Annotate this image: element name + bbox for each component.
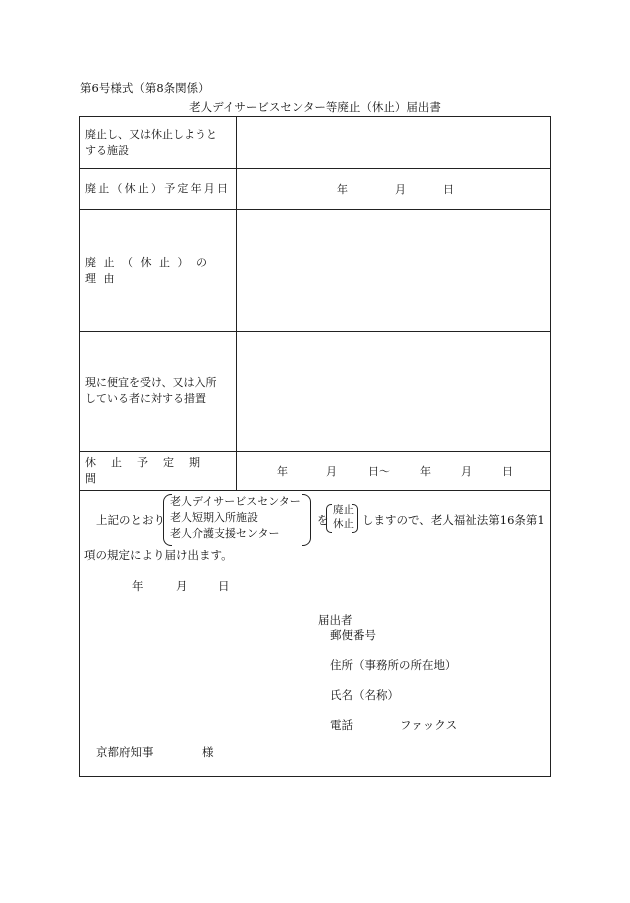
notice-line2: 項の規定により届け出ます。 xyxy=(84,548,233,562)
notice-suffix: しますので、老人福祉法第16条第1 xyxy=(362,513,545,527)
notice-particle: を xyxy=(317,513,329,527)
reason-field[interactable] xyxy=(237,210,550,331)
suspension-period-field[interactable] xyxy=(237,452,550,490)
form-title: 老人デイサービスセンター等廃止（休止）届出書 xyxy=(189,100,441,114)
option-suspend[interactable]: 休止 xyxy=(333,517,354,530)
small-right-brace xyxy=(352,504,358,533)
period-end-year-unit: 年 xyxy=(420,465,431,478)
planned-day-unit: 日 xyxy=(443,183,454,196)
period-end-day-unit: 日 xyxy=(502,465,513,478)
fax-label: ファックス xyxy=(400,718,458,732)
facility-type-options xyxy=(170,494,320,542)
planned-date-label: 廃止（休止）予定年月日 xyxy=(85,182,231,195)
addressee-honorific: 様 xyxy=(202,745,214,759)
facility-label-line1: 廃止し、又は休止しようと xyxy=(85,128,217,141)
suspension-period-label: 休止予定期間 xyxy=(85,456,215,485)
right-brace xyxy=(302,494,311,546)
period-start-year-unit: 年 xyxy=(277,465,288,478)
form-table xyxy=(79,116,551,777)
facility-label-line2: する施設 xyxy=(85,144,129,157)
planned-year-unit: 年 xyxy=(337,183,348,196)
submit-year-unit: 年 xyxy=(132,579,144,593)
measures-label-line2: している者に対する措置 xyxy=(85,392,206,405)
reason-label: 廃止（休止）の理由 xyxy=(85,255,215,285)
action-options xyxy=(333,504,354,531)
planned-date-field[interactable] xyxy=(237,169,550,209)
form-number: 第6号様式（第8条関係） xyxy=(80,81,210,95)
submit-day-unit: 日 xyxy=(218,579,230,593)
applicant-heading: 届出者 xyxy=(318,613,353,627)
option-short-stay[interactable]: 老人短期入所施設 xyxy=(170,511,258,524)
period-end-month-unit: 月 xyxy=(461,465,472,478)
measures-label-line1: 現に便宜を受け、又は入所 xyxy=(85,376,217,389)
facility-label xyxy=(85,125,231,161)
option-care-support[interactable]: 老人介護支援センター xyxy=(170,527,280,540)
measures-label xyxy=(85,371,231,411)
period-start-day-unit: 日〜 xyxy=(368,465,390,478)
address-label: 住所（事務所の所在地） xyxy=(330,658,457,672)
planned-month-unit: 月 xyxy=(395,183,406,196)
phone-label: 電話 xyxy=(330,718,353,732)
option-abolish[interactable]: 廃止 xyxy=(333,504,354,516)
option-day-service[interactable]: 老人デイサービスセンター xyxy=(170,495,301,508)
postal-code-label: 郵便番号 xyxy=(330,628,376,642)
small-left-brace xyxy=(326,504,332,533)
name-label: 氏名（名称） xyxy=(330,688,399,702)
period-start-month-unit: 月 xyxy=(326,465,337,478)
measures-field[interactable] xyxy=(237,332,550,451)
submit-month-unit: 月 xyxy=(176,579,188,593)
facility-field[interactable] xyxy=(237,117,550,168)
notice-prefix: 上記のとおり xyxy=(96,513,165,527)
row-divider xyxy=(80,490,550,491)
addressee-name: 京都府知事 xyxy=(96,745,154,759)
